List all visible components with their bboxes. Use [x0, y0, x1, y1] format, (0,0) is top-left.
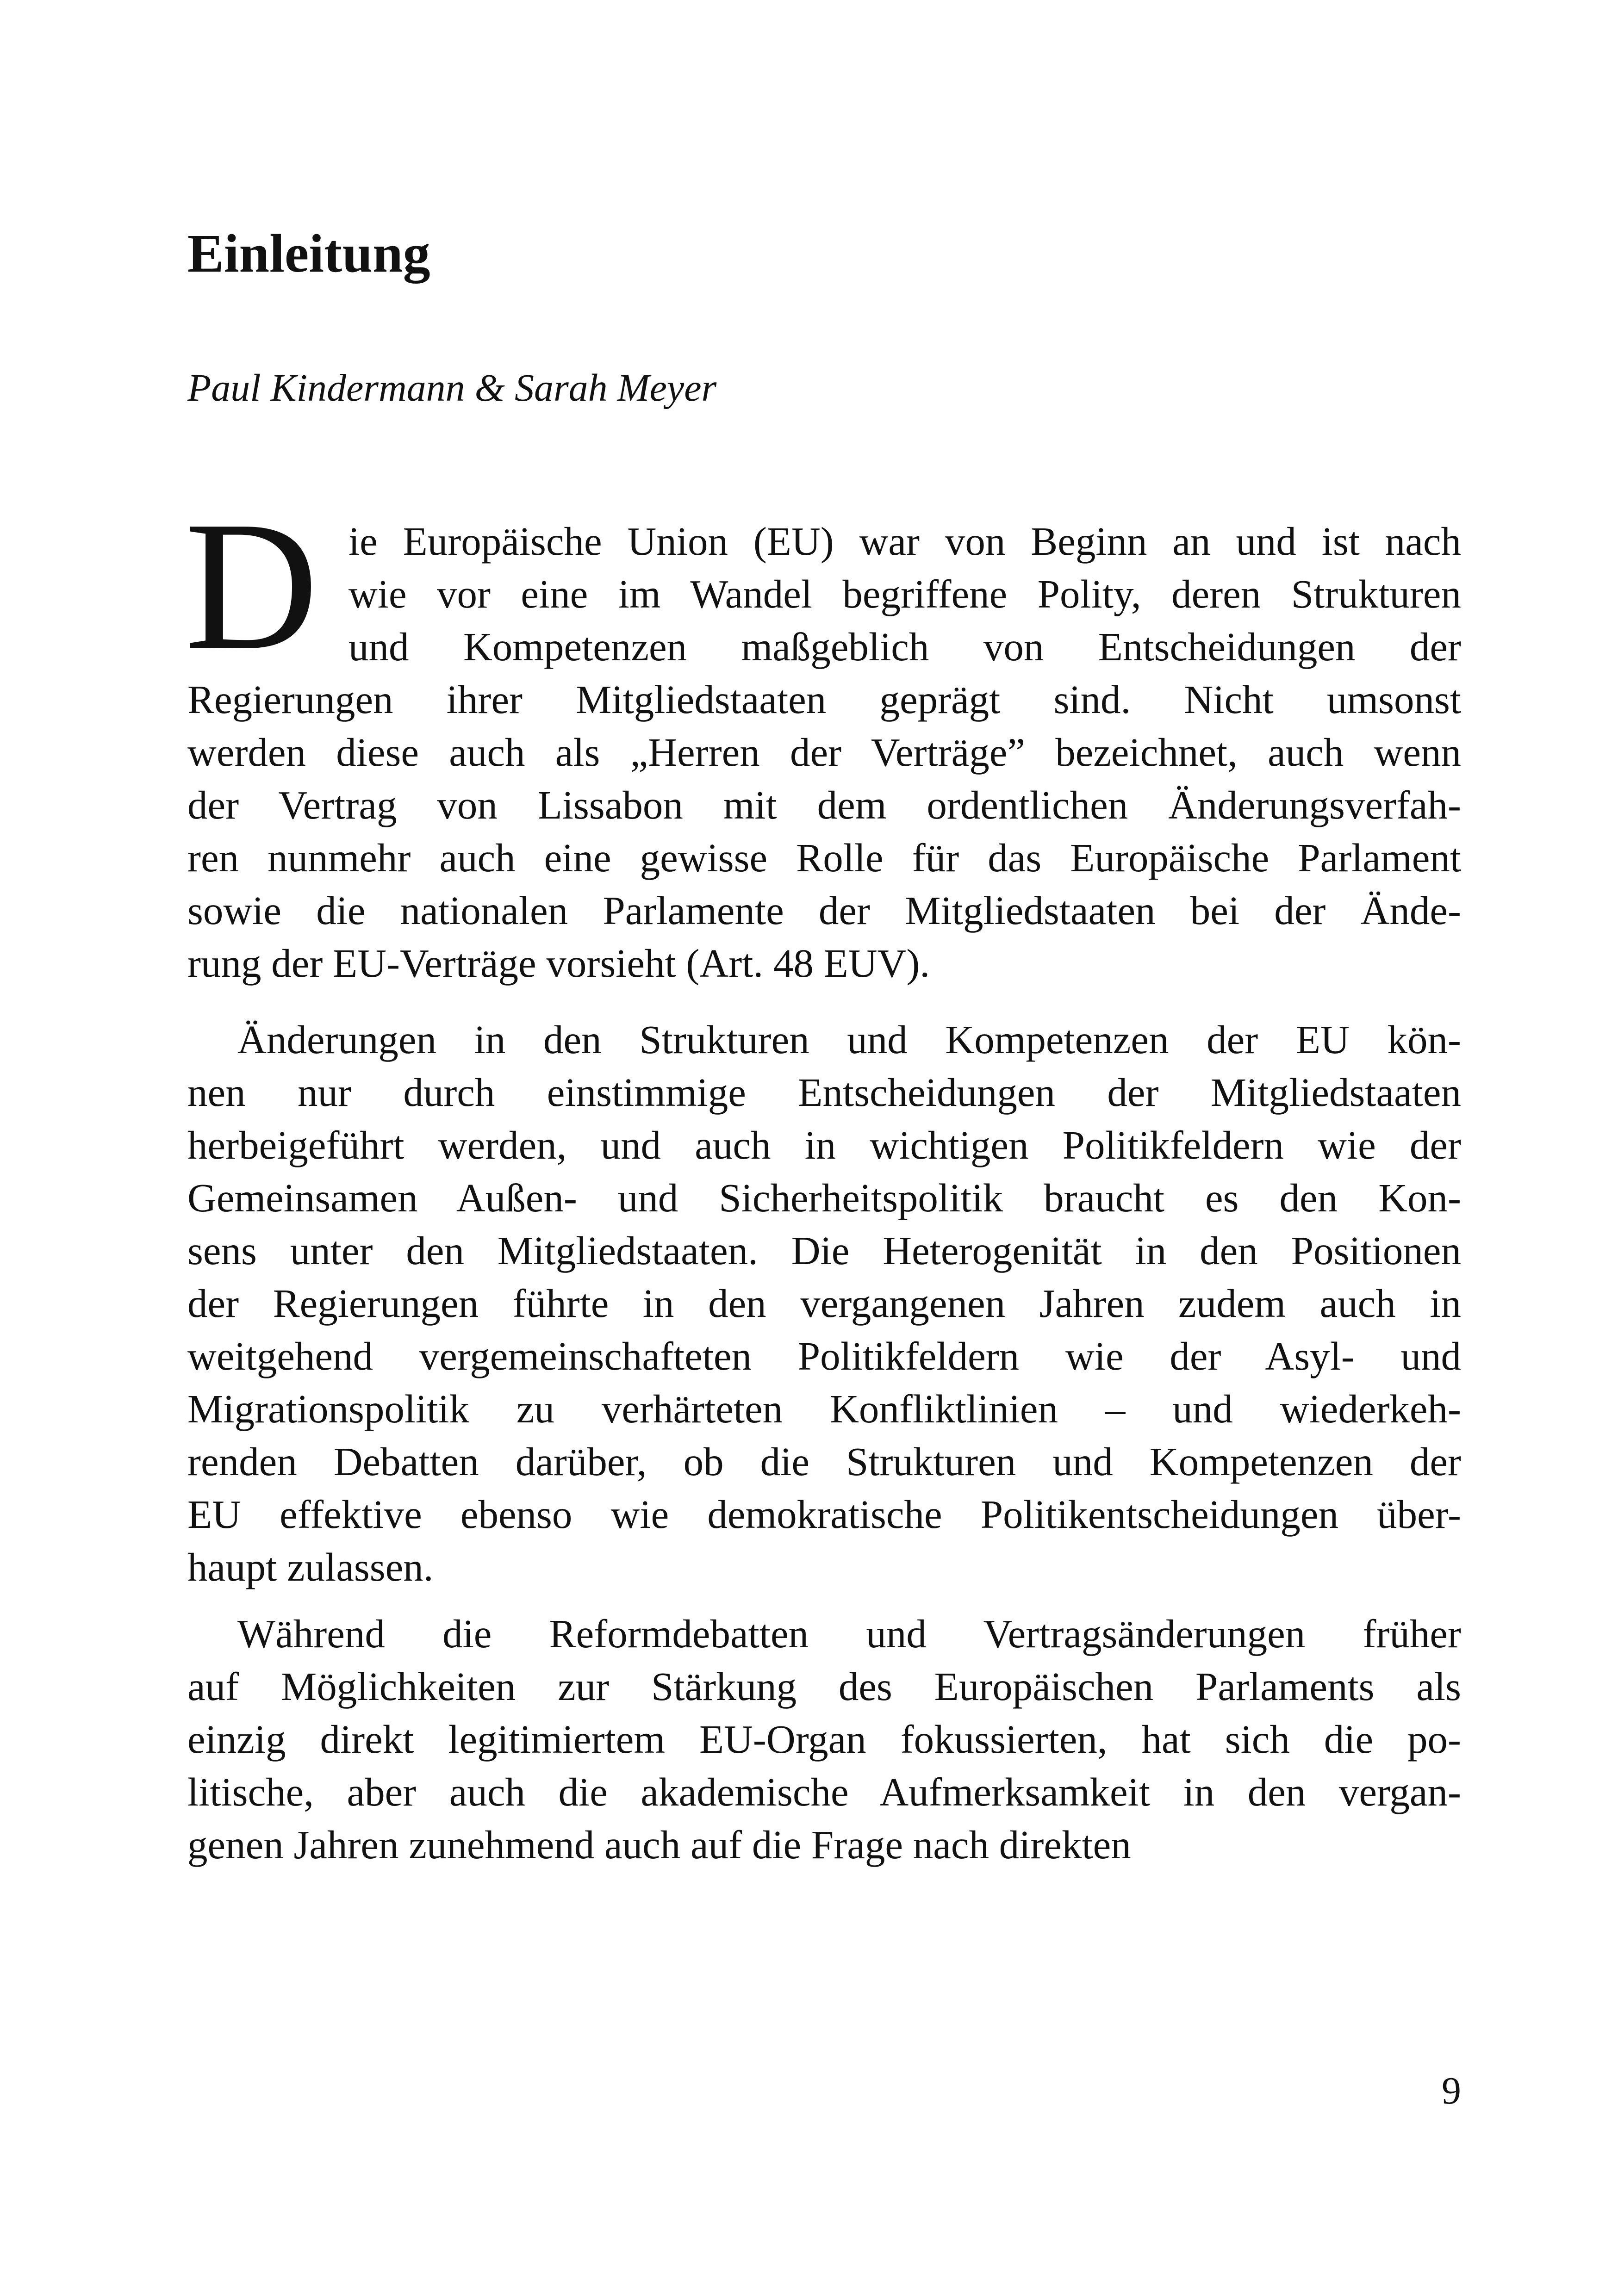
text-line: Während die Reformdebatten und Vertragsänderungen früher	[237, 1611, 1461, 1656]
text-line: litische, aber auch die akademische Aufmerksamkeit in den vergan-	[187, 1769, 1461, 1814]
text-line: renden Debatten darüber, ob die Strukturen und Kompetenzen der	[187, 1439, 1461, 1484]
text-line: sens unter den Mitgliedstaaten. Die Heterogenität in den Positionen	[187, 1228, 1461, 1273]
text-line: herbeigeführt werden, und auch in wichtigen Politikfeldern wie der	[187, 1123, 1461, 1167]
text-line: Gemeinsamen Außen- und Sicherheitspolitik braucht es den Kon-	[187, 1175, 1461, 1220]
page-number: 9	[1442, 2069, 1461, 2112]
text-line: rung der EU-Verträge vorsieht (Art. 48 EUV).	[187, 941, 930, 986]
text-line: wie vor eine im Wandel begriffene Polity, deren Strukturen	[348, 571, 1461, 616]
text-line: und Kompetenzen maßgeblich von Entscheidungen der	[348, 624, 1461, 669]
text-line: EU effektive ebenso wie demokratische Politikentscheidungen über-	[187, 1492, 1461, 1537]
text-line: haupt zulassen.	[187, 1545, 434, 1589]
text-line: sowie die nationalen Parlamente der Mitgliedstaaten bei der Ände-	[187, 888, 1461, 933]
text-line: der Regierungen führte in den vergangenen Jahren zudem auch in	[187, 1281, 1461, 1326]
body-text	[185, 483, 1461, 1871]
text-line: Änderungen in den Strukturen und Kompetenzen der EU kön-	[237, 1017, 1461, 1062]
drop-cap: D	[185, 483, 318, 688]
paragraph	[187, 1013, 1461, 1594]
text-line: ren nunmehr auch eine gewisse Rolle für das Europäische Parlament	[187, 835, 1461, 880]
chapter-heading: Einleitung	[187, 223, 430, 284]
text-line: auf Möglichkeiten zur Stärkung des Europäischen Parlaments als	[187, 1664, 1461, 1709]
text-line: nen nur durch einstimmige Entscheidungen der Mitgliedstaaten	[187, 1070, 1461, 1115]
text-line: Regierungen ihrer Mitgliedstaaten geprägt sind. Nicht umsonst	[187, 677, 1461, 722]
text-line: einzig direkt legitimiertem EU-Organ fokussierten, hat sich die po-	[187, 1717, 1461, 1762]
text-line: Migrationspolitik zu verhärteten Konfliktlinien – und wiederkeh-	[187, 1386, 1461, 1431]
text-line: ie Europäische Union (EU) war von Beginn an und ist nach	[348, 519, 1461, 564]
text-line: genen Jahren zunehmend auch auf die Frage nach direkten	[187, 1822, 1131, 1867]
text-line: weitgehend vergemeinschafteten Politikfeldern wie der Asyl- und	[187, 1334, 1461, 1378]
authors-byline: Paul Kindermann & Sarah Meyer	[187, 366, 717, 410]
paragraph	[185, 483, 1461, 990]
text-line: der Vertrag von Lissabon mit dem ordentlichen Änderungsverfah-	[187, 782, 1461, 827]
text-line: werden diese auch als „Herren der Verträge” bezeichnet, auch wenn	[187, 730, 1461, 775]
paragraph	[187, 1607, 1461, 1871]
